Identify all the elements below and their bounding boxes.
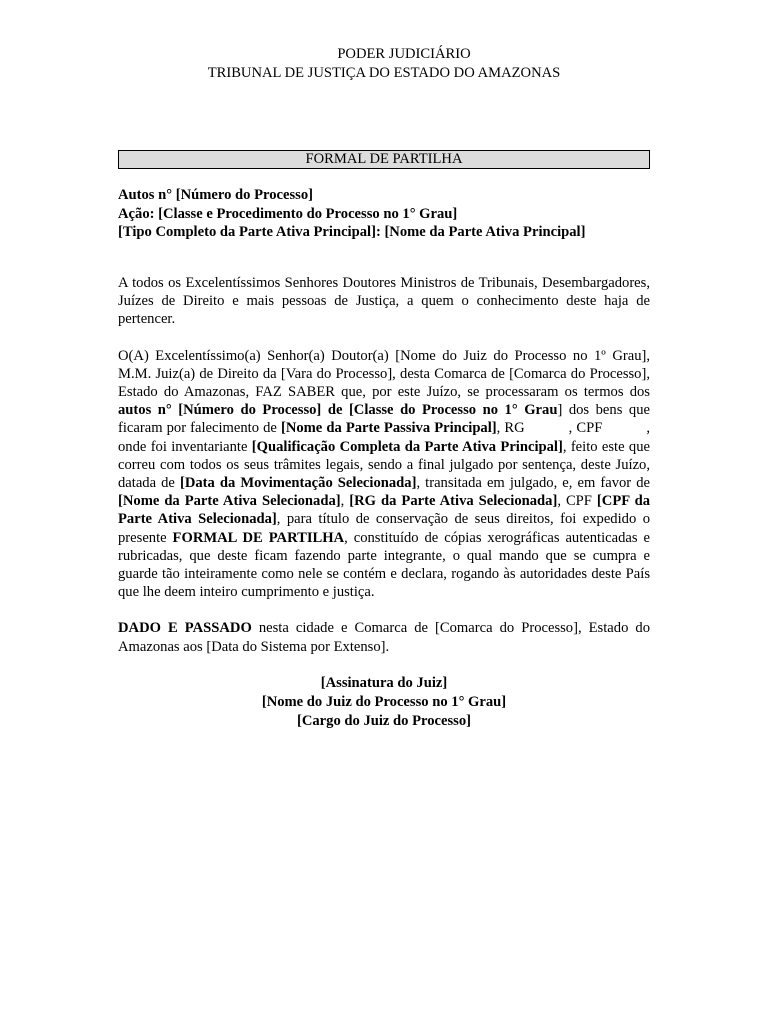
text-run: , para título de conservação de seus direitos, foi expedido o presente (118, 511, 650, 546)
header-court-name: TRIBUNAL DE JUSTIÇA DO ESTADO DO AMAZONAS (207, 65, 561, 81)
text-run: O(A) Excelentíssimo(a) Senhor(a) Doutor(a) [Nome do Juiz do Processo no 1º Grau], M.M. Juiz(a) de Direito da [Vara do Processo], desta Comarca de [Comarca do Processo], Estado do Amazonas, FAZ SABER que, por este Juízo, se processaram os termos dos (118, 347, 650, 401)
bold-run: [Nome da Parte Passiva Principal] (280, 420, 497, 437)
bold-run: [RG da Parte Ativa Selecionada] (349, 493, 558, 510)
main-paragraph (118, 347, 650, 602)
text-run: , CPF (557, 493, 597, 510)
judge-title: [Cargo do Juiz do Processo] (296, 712, 472, 729)
text-run: , transitada em julgado, e, em favor de (416, 475, 650, 492)
document-header (118, 45, 650, 83)
text-run: , RG (496, 420, 525, 437)
text-run: , (340, 493, 350, 510)
bold-run: [Nome da Parte Ativa Selecionada] (118, 493, 341, 510)
signature-block (118, 674, 650, 731)
bold-run: FORMAL DE PARTILHA (172, 529, 345, 546)
signature-placeholder: [Assinatura do Juiz] (320, 674, 448, 691)
bold-run: autos n° [Número do Processo] de [Classe do Processo no 1° Grau (118, 402, 558, 419)
text-run: , constituído de cópias xerográficas autenticadas e rubricadas, que deste ficam fazendo parte integrante, o qual mando que se cumpra e guarde tão inteiramente como nele se contém e declara, rogando às autoridades deste País que lhe deem inteiro cumprimento e justiça. (118, 529, 650, 601)
case-action: Ação: [Classe e Procedimento do Processo no 1° Grau] (118, 205, 458, 222)
case-number: Autos n° [Número do Processo] (118, 187, 314, 203)
judge-name: [Nome do Juiz do Processo no 1° Grau] (261, 693, 507, 710)
closing-paragraph (118, 619, 650, 655)
text-run: , CPF (568, 420, 603, 437)
case-metadata (118, 186, 650, 242)
text-run: nesta cidade e Comarca de [Comarca do Processo], Estado do Amazonas aos [Data do Sistema por Extenso]. (118, 620, 650, 655)
salutation-paragraph: A todos os Excelentíssimos Senhores Doutores Ministros de Tribunais, Desembargadores, Juízes de Direito e mais pessoas de Justiça, a quem o conhecimento deste haja de pertencer. (118, 275, 650, 328)
document-title: FORMAL DE PARTILHA (118, 150, 650, 169)
bold-run: [CPF da Parte Ativa Selecionada] (118, 493, 651, 528)
header-court-power: PODER JUDICIÁRIO (337, 46, 471, 62)
document-body (118, 274, 650, 731)
bold-run: DADO E PASSADO (118, 620, 252, 637)
text-run: ] dos bens que ficaram por falecimento de (118, 402, 650, 437)
text-run: , feito este que correu com todos os seus trâmites legais, sendo a final julgado por sentença, deste Juízo, datada de (118, 438, 650, 492)
case-party: [Tipo Completo da Parte Ativa Principal]: [Nome da Parte Ativa Principal] (118, 224, 586, 240)
bold-run: [Data da Movimentação Selecionada] (179, 475, 417, 492)
bold-run: [Qualificação Completa da Parte Ativa Principal] (251, 438, 563, 455)
text-run: , onde foi inventariante (118, 420, 650, 455)
